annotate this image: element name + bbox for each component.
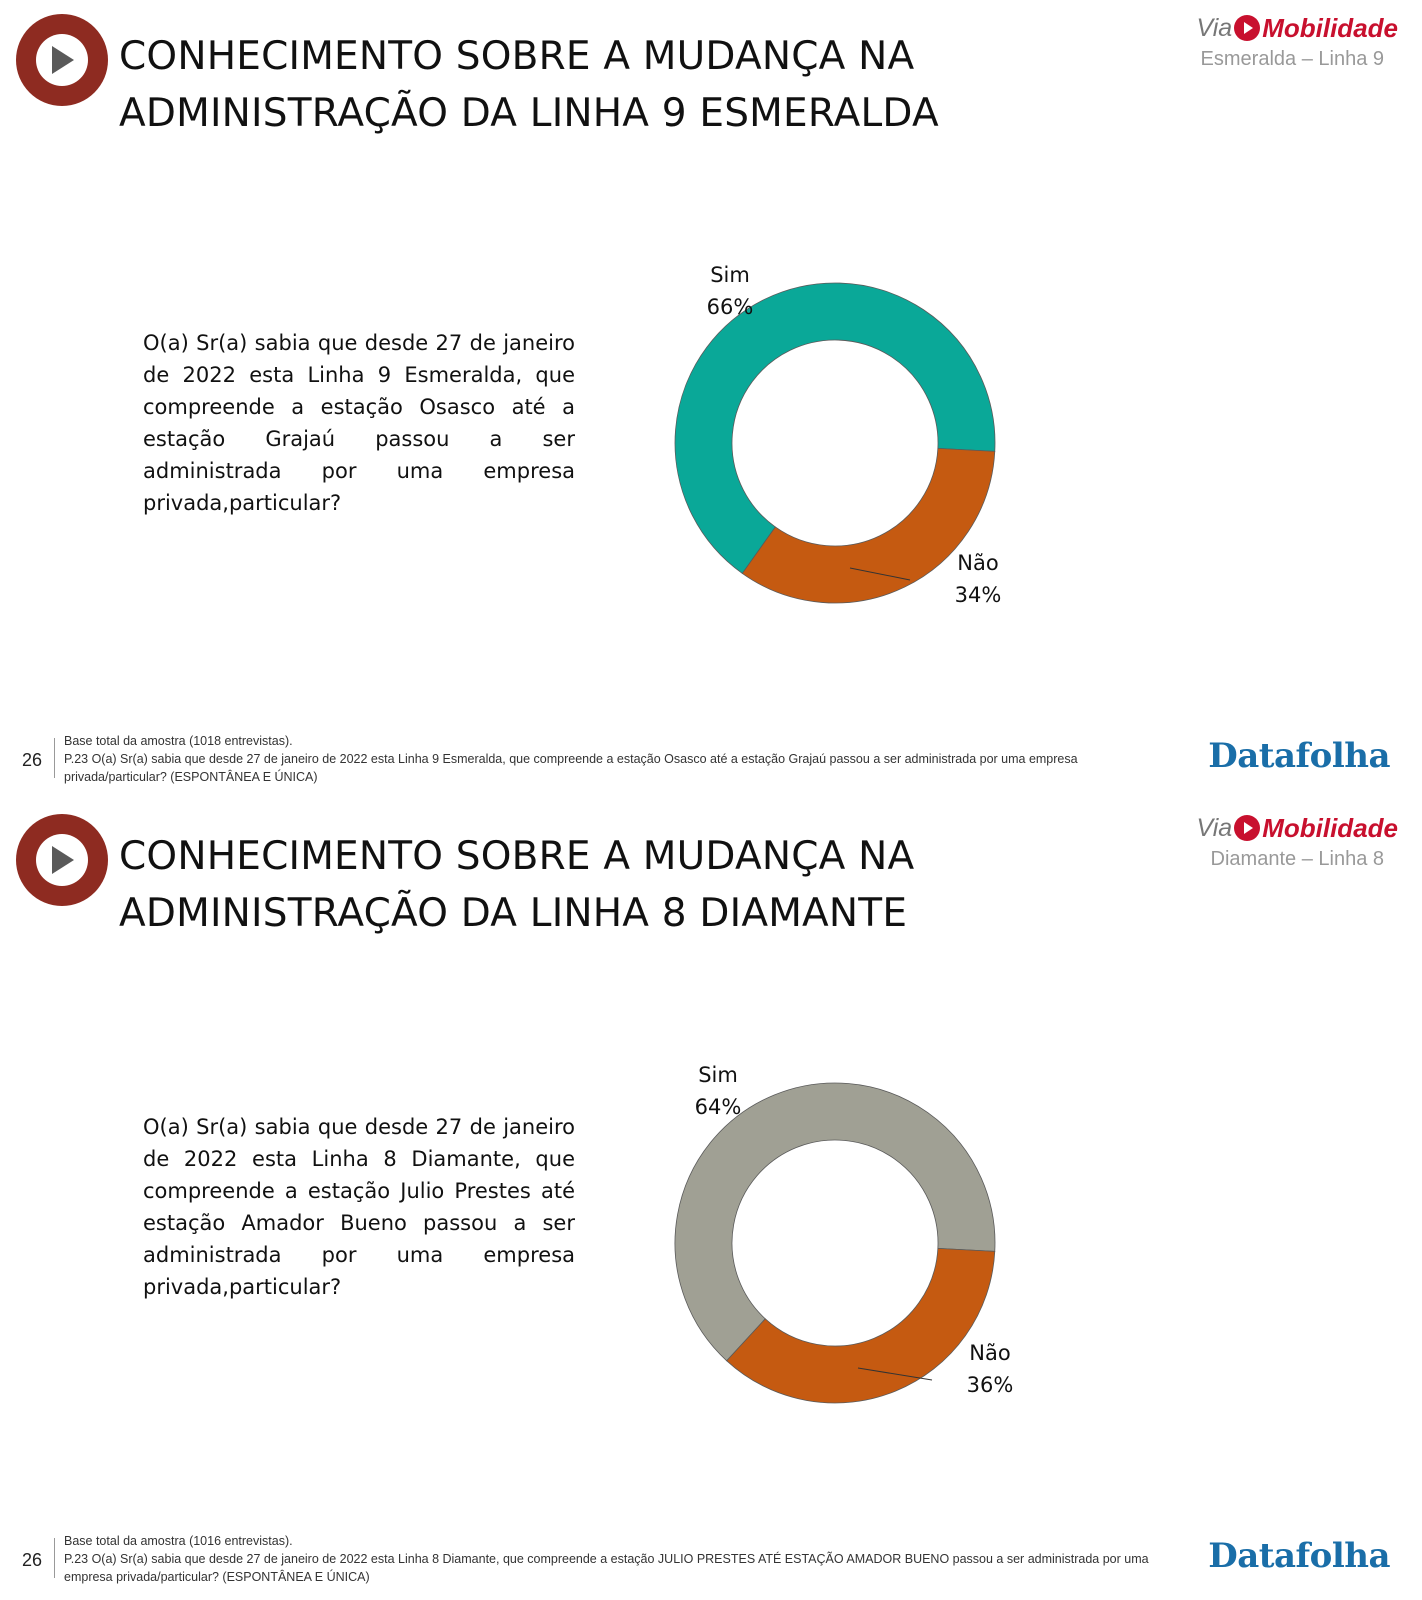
- label-nao-value: 36%: [966, 1373, 1014, 1397]
- label-sim-value: 64%: [694, 1095, 742, 1119]
- survey-question: O(a) Sr(a) sabia que desde 27 de janeiro de 2022 esta Linha 9 Esmeralda, que compreende a estação Osasco até a estação Grajaú passou a ser administrada por uma empresa privada,particular?: [143, 331, 575, 515]
- label-sim-category: Sim: [698, 1063, 738, 1087]
- donut-slice-nao: [727, 1248, 995, 1403]
- donut-chart-linha-9: [640, 250, 1060, 630]
- brand-mobilidade: Mobilidade: [1262, 812, 1398, 843]
- survey-question: O(a) Sr(a) sabia que desde 27 de janeiro de 2022 esta Linha 8 Diamante, que compreende a estação Julio Prestes até estação Amador Bueno passou a ser administrada por uma empresa privada,particular?: [143, 1115, 575, 1299]
- page-title: [119, 28, 999, 142]
- base-note: Base total da amostra (1018 entrevistas).: [64, 734, 293, 748]
- brand-line-label: Esmeralda – Linha 9: [1200, 48, 1384, 70]
- page-title: [119, 828, 999, 942]
- title-line-1: CONHECIMENTO SOBRE A MUDANÇA NA: [119, 34, 915, 79]
- donut-chart-linha-8: [640, 1050, 1060, 1430]
- label-nao-category: Não: [969, 1341, 1011, 1365]
- footer-divider: [54, 1538, 55, 1578]
- footer-notes: [64, 1532, 1164, 1586]
- footer-divider: [54, 738, 55, 778]
- label-sim-value: 66%: [706, 295, 754, 319]
- page-number: 26: [22, 750, 43, 770]
- footer-notes: [64, 732, 1164, 786]
- brand-mobilidade: Mobilidade: [1262, 12, 1398, 43]
- label-nao-category: Não: [957, 551, 999, 575]
- brand-line-label: Diamante – Linha 8: [1210, 848, 1384, 870]
- question-note: P.23 O(a) Sr(a) sabia que desde 27 de janeiro de 2022 esta Linha 9 Esmeralda, que compreende a estação Osasco até a estação Grajaú passou a ser administrada por uma empresa privada/particular? (ESPONTÂNEA E ÚNICA): [64, 752, 1078, 784]
- brand-via: Via: [1196, 13, 1233, 42]
- label-nao-value: 34%: [954, 583, 1002, 607]
- title-line-2: ADMINISTRAÇÃO DA LINHA 8 DIAMANTE: [119, 891, 908, 936]
- brand-via: Via: [1196, 813, 1233, 842]
- viamobilidade-logo: [1138, 812, 1398, 871]
- slide-linha-8: [0, 800, 1422, 1600]
- brand-play-icon: [1234, 15, 1260, 41]
- label-sim-category: Sim: [710, 263, 750, 287]
- datafolha-logo: Datafolha: [1208, 1536, 1390, 1576]
- datafolha-logo: Datafolha: [1208, 736, 1390, 776]
- brand-play-icon: [1234, 815, 1260, 841]
- donut-slice-nao: [742, 448, 994, 603]
- viamobilidade-logo: [1138, 12, 1398, 71]
- base-note: Base total da amostra (1016 entrevistas).: [64, 1534, 293, 1548]
- play-logo-icon: [16, 814, 108, 906]
- title-line-1: CONHECIMENTO SOBRE A MUDANÇA NA: [119, 834, 915, 879]
- page-number: 26: [22, 1550, 43, 1570]
- title-line-2: ADMINISTRAÇÃO DA LINHA 9 ESMERALDA: [119, 91, 939, 136]
- play-logo-icon: [16, 14, 108, 106]
- question-note: P.23 O(a) Sr(a) sabia que desde 27 de janeiro de 2022 esta Linha 8 Diamante, que compreende a estação JULIO PRESTES ATÉ ESTAÇÃO AMADOR BUENO passou a ser administrada por uma empresa privada/particular? (ESPONTÂNEA E ÚNICA): [64, 1552, 1149, 1584]
